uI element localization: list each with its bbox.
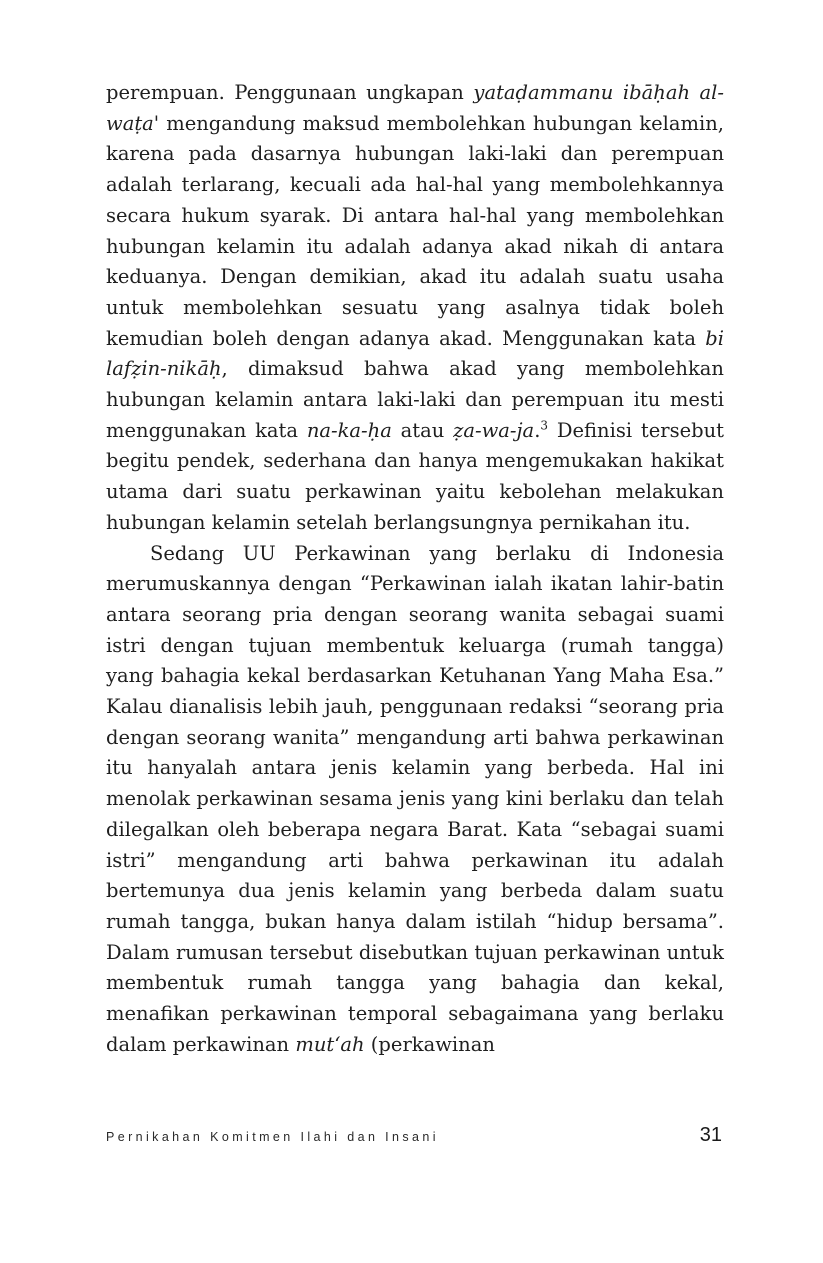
arabic-term-mutah: mut‘ah [295, 1032, 365, 1056]
running-footer-title: Pernikahan Komitmen Ilahi dan Insani [106, 1130, 439, 1144]
paragraph-2-text-1: Sedang UU Perkawinan yang berlaku di Indonesia merumuskannya dengan “Perkawinan ialah ikatan lahir-batin antara seorang pria dengan seorang wanita sebagai suami istri dengan tujuan membentuk keluarga (rumah tangga) yang bahagia kekal berdasarkan Ketuhanan Yang Maha Esa.” Kalau dianalisis lebih jauh, penggunaan redaksi “seorang pria dengan seorang wanita” mengandung arti bahwa perkawinan itu hanyalah antara jenis kelamin yang berbeda. Hal ini menolak perkawinan sesama jenis yang kini berlaku dan telah dilegalkan oleh beberapa negara Barat. Kata “sebagai suami istri” mengandung arti bahwa perkawinan itu adalah bertemunya dua jenis kelamin yang berbeda dalam suatu rumah tangga, bukan hanya dalam istilah “hidup bersama”. Dalam rumusan tersebut disebutkan tujuan perkawinan untuk membentuk rumah tangga yang bahagia dan kekal, menafikan perkawinan temporal sebagaimana yang berlaku dalam perkawinan [106, 541, 724, 1056]
paragraph-2 [106, 539, 724, 1061]
paragraph-1-text-2: mengandung maksud membolehkan hubungan kelamin, karena pada dasarnya hubungan laki-laki dan perempuan adalah terlarang, kecuali ada hal-hal yang membolehkannya secara hukum syarak. Di antara hal-hal yang membolehkan hubungan kelamin itu adalah adanya akad nikah di antara keduanya. Dengan demikian, akad itu adalah suatu usaha untuk membolehkan sesuatu yang asalnya tidak boleh kemudian boleh dengan adanya akad. Menggunakan kata [106, 111, 724, 350]
paragraph-1-text-6: Definisi tersebut begitu pendek, sederhana dan hanya mengemukakan hakikat utama dari suatu perkawinan yaitu kebolehan melakukan hubungan kelamin setelah berlangsungnya pernikahan itu. [106, 418, 724, 534]
paragraph-1-text-1: perempuan. Penggunaan ungkapan [106, 81, 474, 104]
paragraph-1-text-5: . [534, 418, 541, 442]
paragraph-1-text-3: , dimaksud bahwa akad yang membolehkan hubungan kelamin antara laki-laki dan perempuan itu mesti menggunakan kata [106, 357, 724, 442]
paragraph-2-text-2: (perkawinan [364, 1032, 495, 1056]
arabic-term-bi-lafzin-nikah: bi lafẓin-nikāḥ [106, 326, 724, 381]
paragraph-1-text-4: atau [391, 418, 454, 442]
paragraph-1 [106, 78, 724, 539]
page-number: 31 [699, 1124, 722, 1146]
body-text [106, 78, 724, 1061]
arabic-term-na-ka-ha: na-ka-ḥa [306, 418, 392, 442]
footnote-reference[interactable]: 3 [540, 418, 549, 433]
arabic-term-za-wa-ja: ẓa-wa-ja [453, 418, 535, 442]
arabic-term-yatadammanu: yataḍammanu ibāḥah al-waṭa' [106, 81, 725, 135]
